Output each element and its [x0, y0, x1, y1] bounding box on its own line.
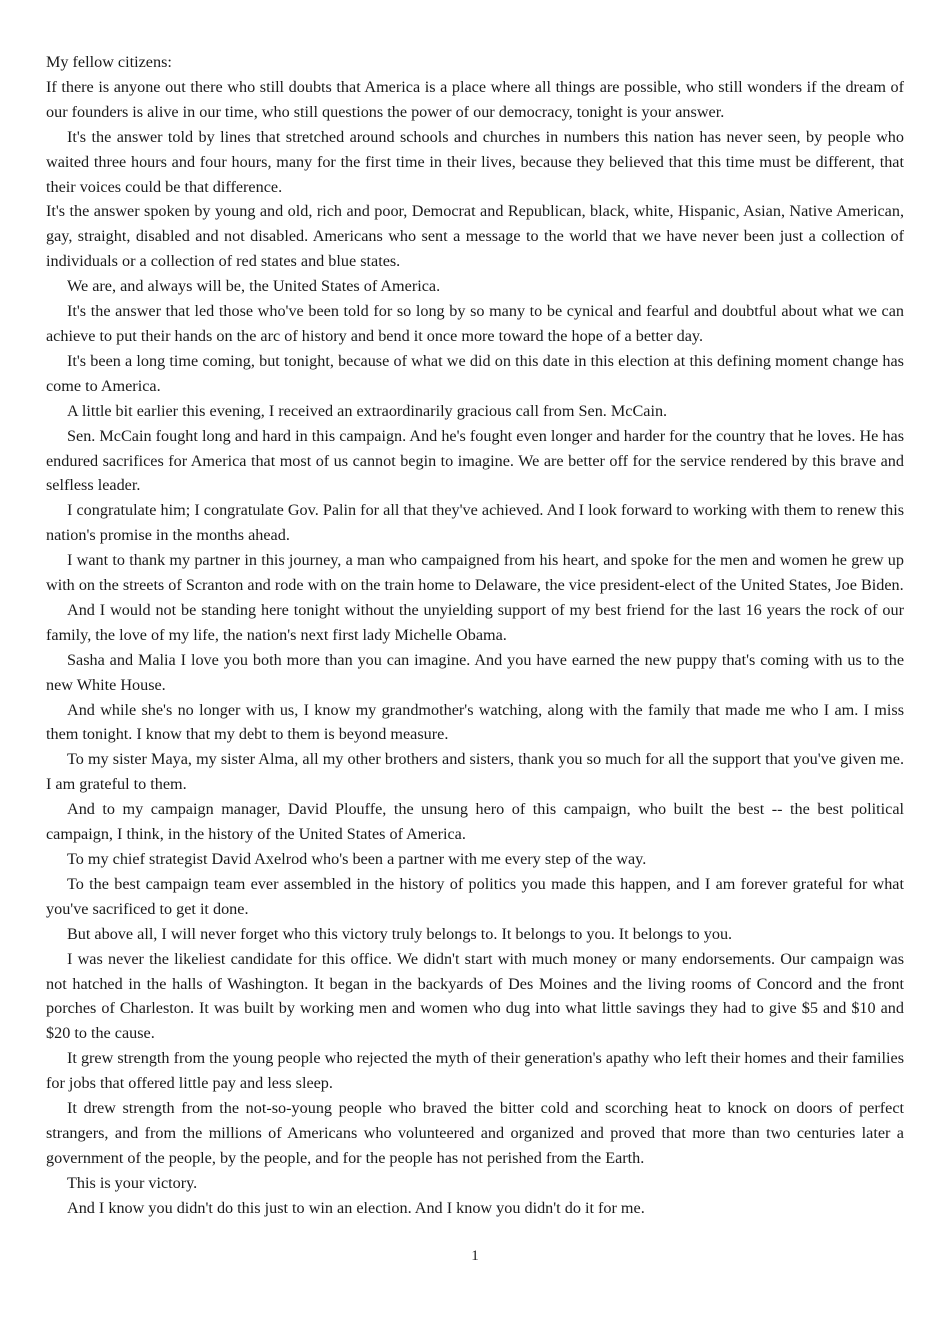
paragraph-21: It grew strength from the young people who rejected the myth of their generation's apathy who left their homes and their families for jobs that offered little pay and less sleep. [46, 1049, 904, 1093]
page-number: 1 [471, 1248, 479, 1264]
paragraph-23: This is your victory. [67, 1173, 198, 1192]
paragraph-13: Sasha and Malia I love you both more than you can imagine. And you have earned the new puppy that's coming with us to the new White House. [46, 650, 904, 694]
paragraph-1: My fellow citizens: [46, 53, 172, 71]
paragraph-18: To the best campaign team ever assembled in the history of politics you made this happen, and I am forever grateful for what you've sacrificed to get it done. [46, 874, 904, 918]
paragraph-9: Sen. McCain fought long and hard in this campaign. And he's fought even longer and harder for the country that he loves. He has endured sacrifices for America that most of us cannot begin to imagine. We are better off for the service rendered by this brave and selfless leader. [46, 426, 904, 495]
paragraph-19: But above all, I will never forget who this victory truly belongs to. It belongs to you. It belongs to you. [67, 924, 733, 943]
paragraph-6: It's the answer that led those who've been told for so long by so many to be cynical and fearful and doubtful about what we can achieve to put their hands on the arc of history and bend it once more toward the hope of a better day. [46, 302, 904, 345]
paragraph-24: And I know you didn't do this just to win an election. And I know you didn't do it for me. [67, 1198, 645, 1217]
paragraph-17: To my chief strategist David Axelrod who's been a partner with me every step of the way. [67, 850, 647, 868]
paragraph-22: It drew strength from the not-so-young people who braved the bitter cold and scorching heat to knock on doors of perfect strangers, and from the millions of Americans who volunteered and organized and proved that more than two centuries later a government of the people, by the people, and for the people has not perished from the Earth. [46, 1099, 904, 1167]
paragraph-15: To my sister Maya, my sister Alma, all my other brothers and sisters, thank you so much for all the support that you've given me. I am grateful to them. [46, 750, 904, 794]
paragraph-5: We are, and always will be, the United States of America. [67, 277, 441, 296]
paragraph-16: And to my campaign manager, David Plouffe, the unsung hero of this campaign, who built the best -- the best political campaign, I think, in the history of the United States of America. [46, 800, 904, 844]
paragraph-7: It's been a long time coming, but tonight, because of what we did on this date in this election at this defining moment change has come to America. [46, 351, 904, 395]
paragraph-14: And while she's no longer with us, I know my grandmother's watching, along with the family that made me who I am. I miss them tonight. I know that my debt to them is beyond measure. [46, 700, 904, 744]
speech-body [46, 50, 904, 1221]
paragraph-4: It's the answer spoken by young and old, rich and poor, Democrat and Republican, black, white, Hispanic, Asian, Native American, gay, straight, disabled and not disabled. Americans who sent a message to the world that we have never been just a collection of individuals or a collection of red states and blue states. [46, 202, 904, 271]
paragraph-8: A little bit earlier this evening, I received an extraordinarily gracious call from Sen. McCain. [67, 401, 668, 420]
paragraph-11: I want to thank my partner in this journey, a man who campaigned from his heart, and spoke for the men and women he grew up with on the streets of Scranton and rode with on the train home to Delaware, the vice president-elect of the United States, Joe Biden. [46, 551, 904, 595]
paragraph-12: And I would not be standing here tonight without the unyielding support of my best friend for the last 16 years the rock of our family, the love of my life, the nation's next first lady Michelle Obama. [46, 600, 904, 644]
paragraph-3: It's the answer told by lines that stretched around schools and churches in numbers this nation has never seen, by people who waited three hours and four hours, many for the first time in their lives, because they believed that this time must be different, that their voices could be that difference. [46, 127, 904, 196]
paragraph-10: I congratulate him; I congratulate Gov. Palin for all that they've achieved. And I look forward to working with them to renew this nation's promise in the months ahead. [46, 501, 904, 545]
paragraph-2: If there is anyone out there who still doubts that America is a place where all things are possible, who still wonders if the dream of our founders is alive in our time, who still questions the power of our democracy, tonight is your answer. [46, 77, 904, 121]
paragraph-20: I was never the likeliest candidate for this office. We didn't start with much money or many endorsements. Our campaign was not hatched in the halls of Washington. It began in the backyards of Des Moines and the living rooms of Concord and the front porches of Charleston. It was built by working men and women who dug into what little savings they had to give $5 and $10 and $20 to the cause. [46, 949, 904, 1043]
